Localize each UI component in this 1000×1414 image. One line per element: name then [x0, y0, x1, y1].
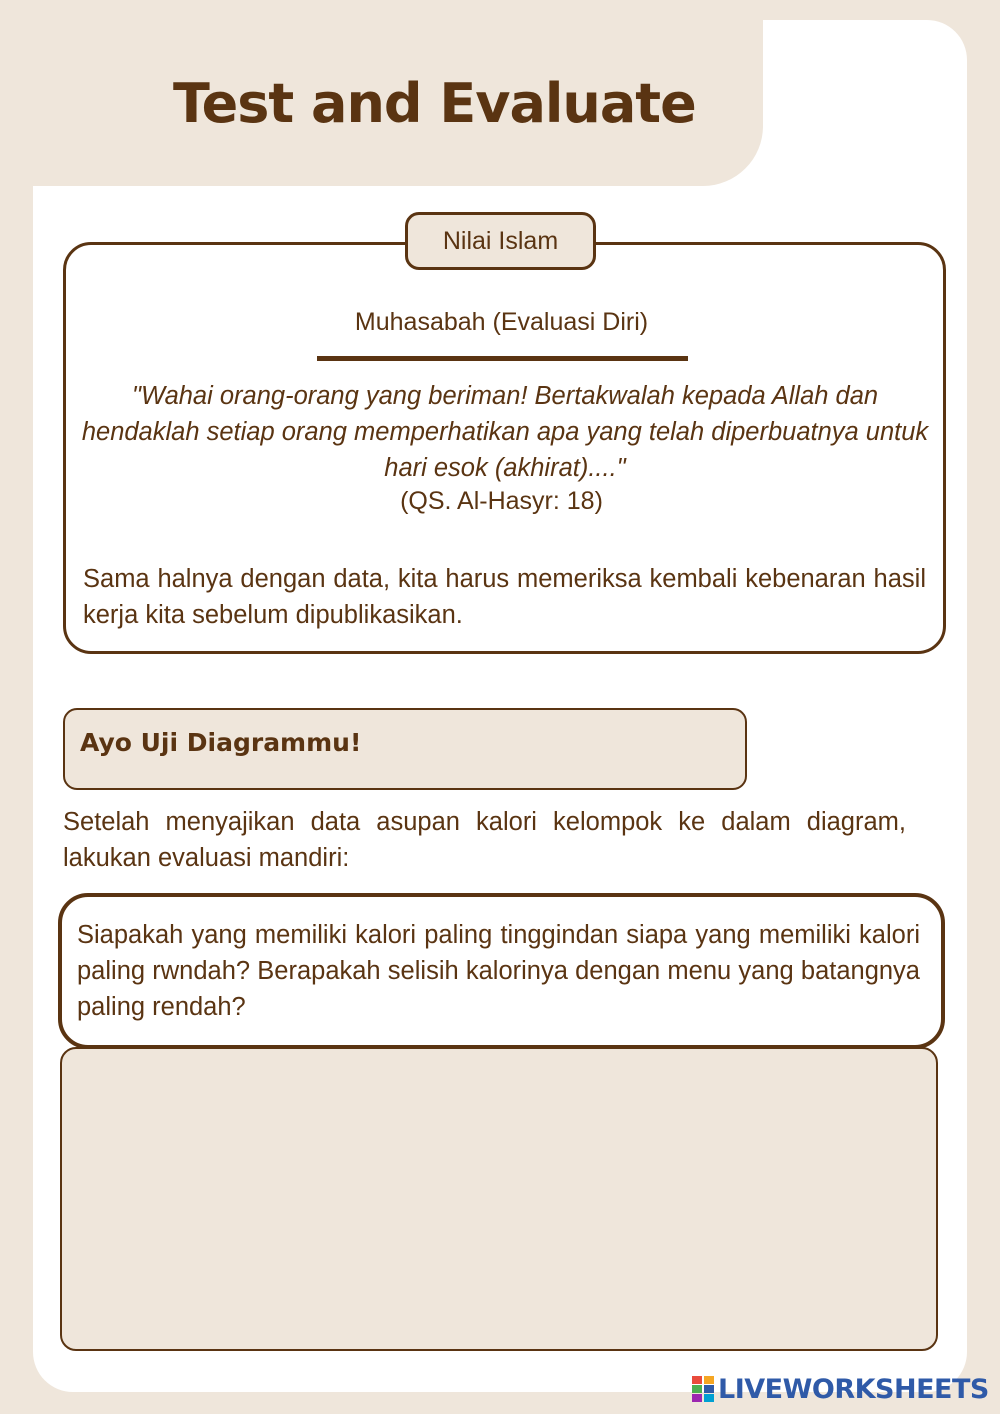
liveworksheets-wordmark: LIVEWORKSHEETS [718, 1373, 989, 1405]
liveworksheets-logo-icon [692, 1376, 714, 1402]
answer-input[interactable] [60, 1047, 938, 1351]
evaluation-intro: Setelah menyajikan data asupan kalori kelompok ke dalam diagram, lakukan evaluasi mandiri: [63, 808, 906, 872]
page-title: Test and Evaluate [173, 72, 696, 135]
data-analogy-text: Sama halnya dengan data, kita harus memeriksa kembali kebenaran hasil kerja kita sebelum dipublikasikan. [83, 565, 926, 629]
test-section-header [63, 708, 747, 790]
liveworksheets-brand[interactable] [692, 1374, 989, 1404]
question-text: Siapakah yang memiliki kalori paling tinggindan siapa yang memiliki kalori paling rwndah? Berapakah selisih kalorinya dengan menu yang batangnya paling rendah? [77, 921, 920, 1021]
title-header [33, 20, 763, 186]
islam-values-tag: Nilai Islam [405, 212, 596, 270]
quran-quote: "Wahai orang-orang yang beriman! Bertakwalah kepada Allah dan hendaklah setiap orang memperhatikan apa yang telah diperbuatnya untuk hari esok (akhirat)...." [81, 382, 929, 482]
quote-source: (QS. Al-Hasyr: 18) [400, 487, 603, 515]
muhasabah-heading: Muhasabah (Evaluasi Diri) [354, 308, 649, 336]
heading-divider [317, 356, 688, 361]
test-section-title: Ayo Uji Diagrammu! [80, 728, 362, 757]
